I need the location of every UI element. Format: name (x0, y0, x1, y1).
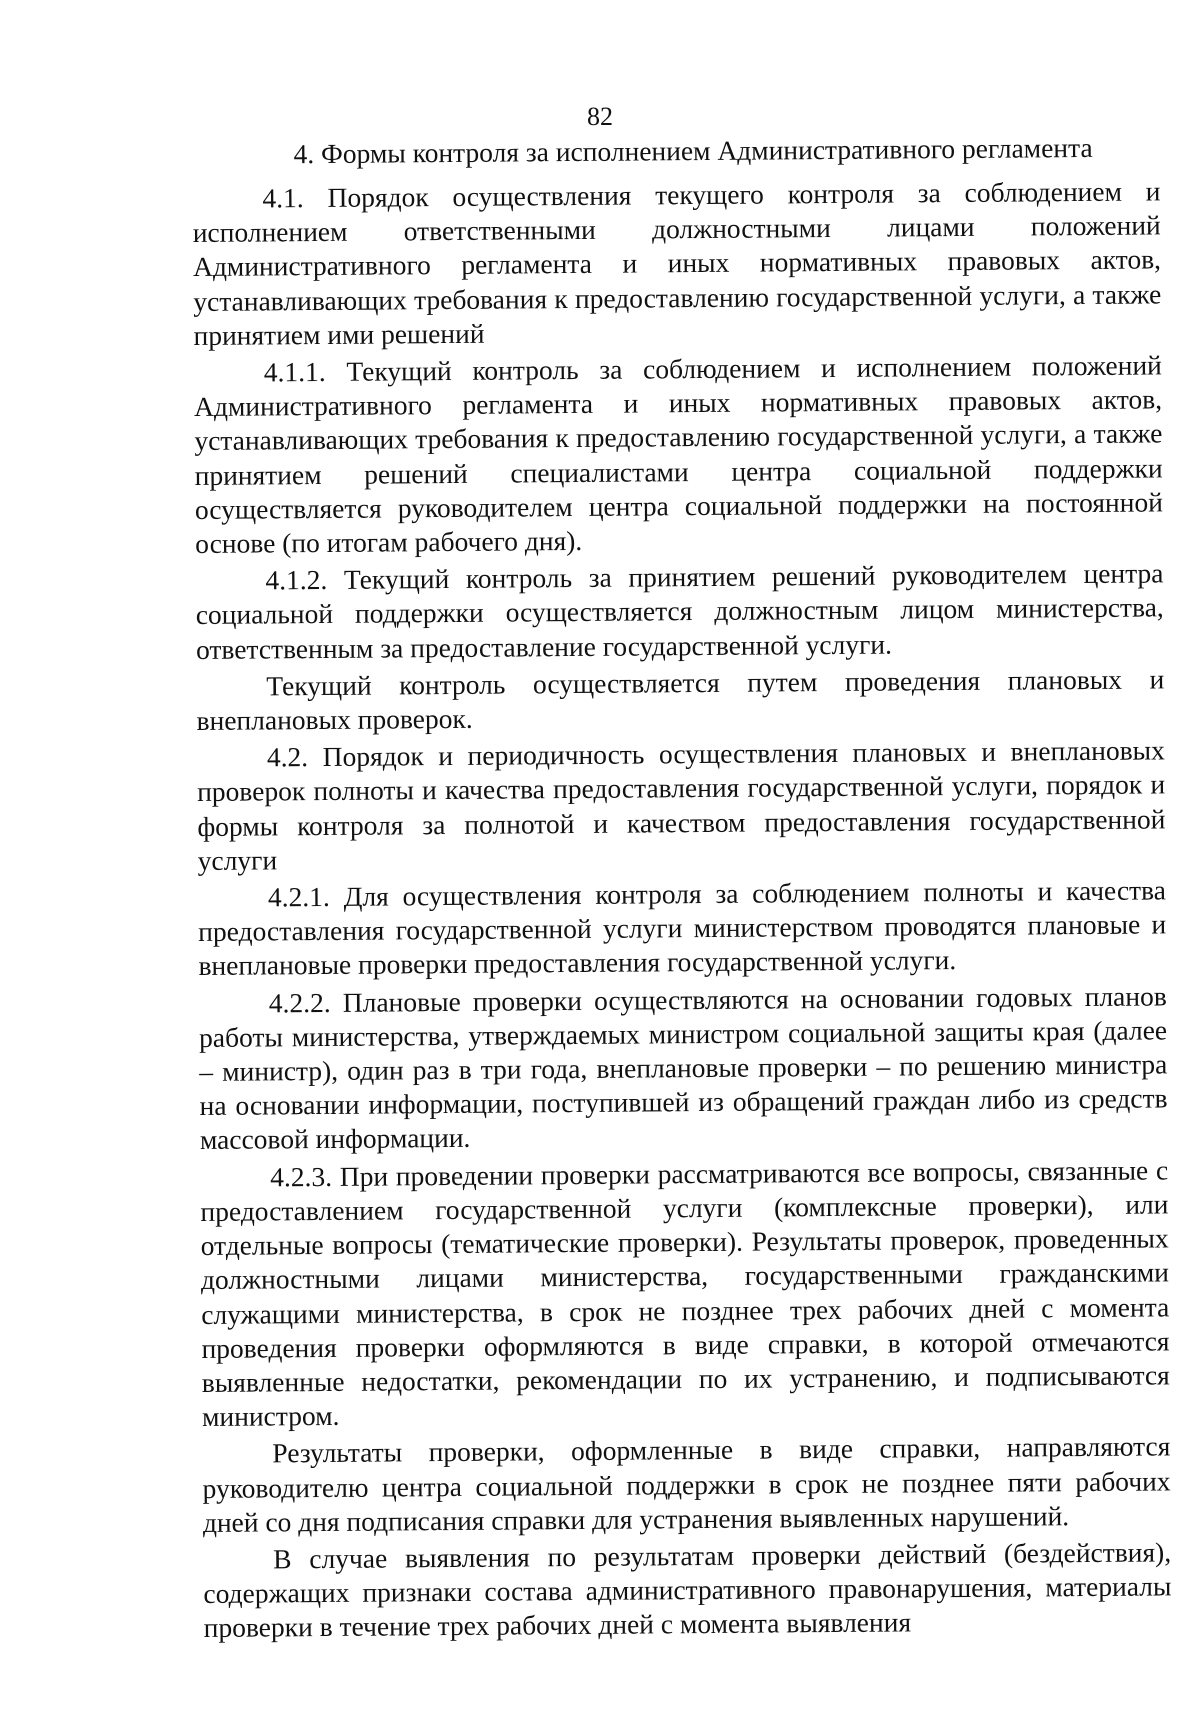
paragraph-violations: В случае выявления по результатам проверки действий (бездействия), содержащих признаки состава административного правонарушения, материалы проверки в течение трех рабочих дней с момента выявления (203, 1536, 1172, 1644)
paragraph-4-1: 4.1. Порядок осуществления текущего контроля за соблюдением и исполнением ответственными должностными лицами положений Административного регламента и иных нормативных правовых актов, устанавливающих требования к предоставлению государственной услуги, а также принятием ими решений (192, 175, 1162, 351)
page-number: 82 (587, 102, 613, 131)
paragraph-4-2-2: 4.2.2. Плановые проверки осуществляются на основании годовых планов работы министерства, утверждаемых министром социальной защиты края (далее – министр), один раз в три года, внеплановые проверки – по решению министра на основании информации, поступившей из обращений граждан либо из средств массовой информации. (198, 980, 1168, 1156)
section-heading: 4. Формы контроля за исполнением Административного регламента (293, 131, 1093, 170)
paragraph-current-control: Текущий контроль осуществляется путем проведения плановых и внеплановых проверок. (196, 663, 1165, 737)
paragraph-4-2-3: 4.2.3. При проведении проверки рассматриваются все вопросы, связанные с предоставлением государственной услуги (комплексные проверки), или отдельные вопросы (тематические проверки). Результаты проверок, проведенных должностными лицами министерства, государственными гражданскими служащими министерства, в срок не позднее трех рабочих дней с момента проведения проверки оформляются в виде справки, в которой отмечаются выявленные недостатки, рекомендации по их устранению, и подписываются министром. (200, 1154, 1170, 1433)
paragraph-4-2: 4.2. Порядок и периодичность осуществления плановых и внеплановых проверок полноты и качества предоставления государственной услуги, порядок и формы контроля за полнотой и качеством предоставления государственной услуги (197, 734, 1166, 876)
paragraph-4-1-2: 4.1.2. Текущий контроль за принятием решений руководителем центра социальной поддержки осуществляется должностным лицом министерства, ответственным за предоставление государственной услуги. (195, 557, 1164, 665)
document-body (192, 130, 1172, 1648)
paragraph-results: Результаты проверки, оформленные в виде справки, направляются руководителю центра социальной поддержки в срок не позднее пяти рабочих дней со дня подписания справки для устранения выявленных нарушений. (202, 1430, 1171, 1538)
paragraph-4-2-1: 4.2.1. Для осуществления контроля за соблюдением полноты и качества предоставления государственной услуги министерством проводятся плановые и внеплановые проверки предоставления государственной услуги. (198, 874, 1167, 982)
paragraph-4-1-1: 4.1.1. Текущий контроль за соблюдением и исполнением положений Административного регламента и иных нормативных правовых актов, устанавливающих требования к предоставлению государственной услуги, а также принятием решений специалистами центра социальной поддержки осуществляется руководителем центра социальной поддержки на постоянной основе (по итогам рабочего дня). (193, 349, 1164, 560)
